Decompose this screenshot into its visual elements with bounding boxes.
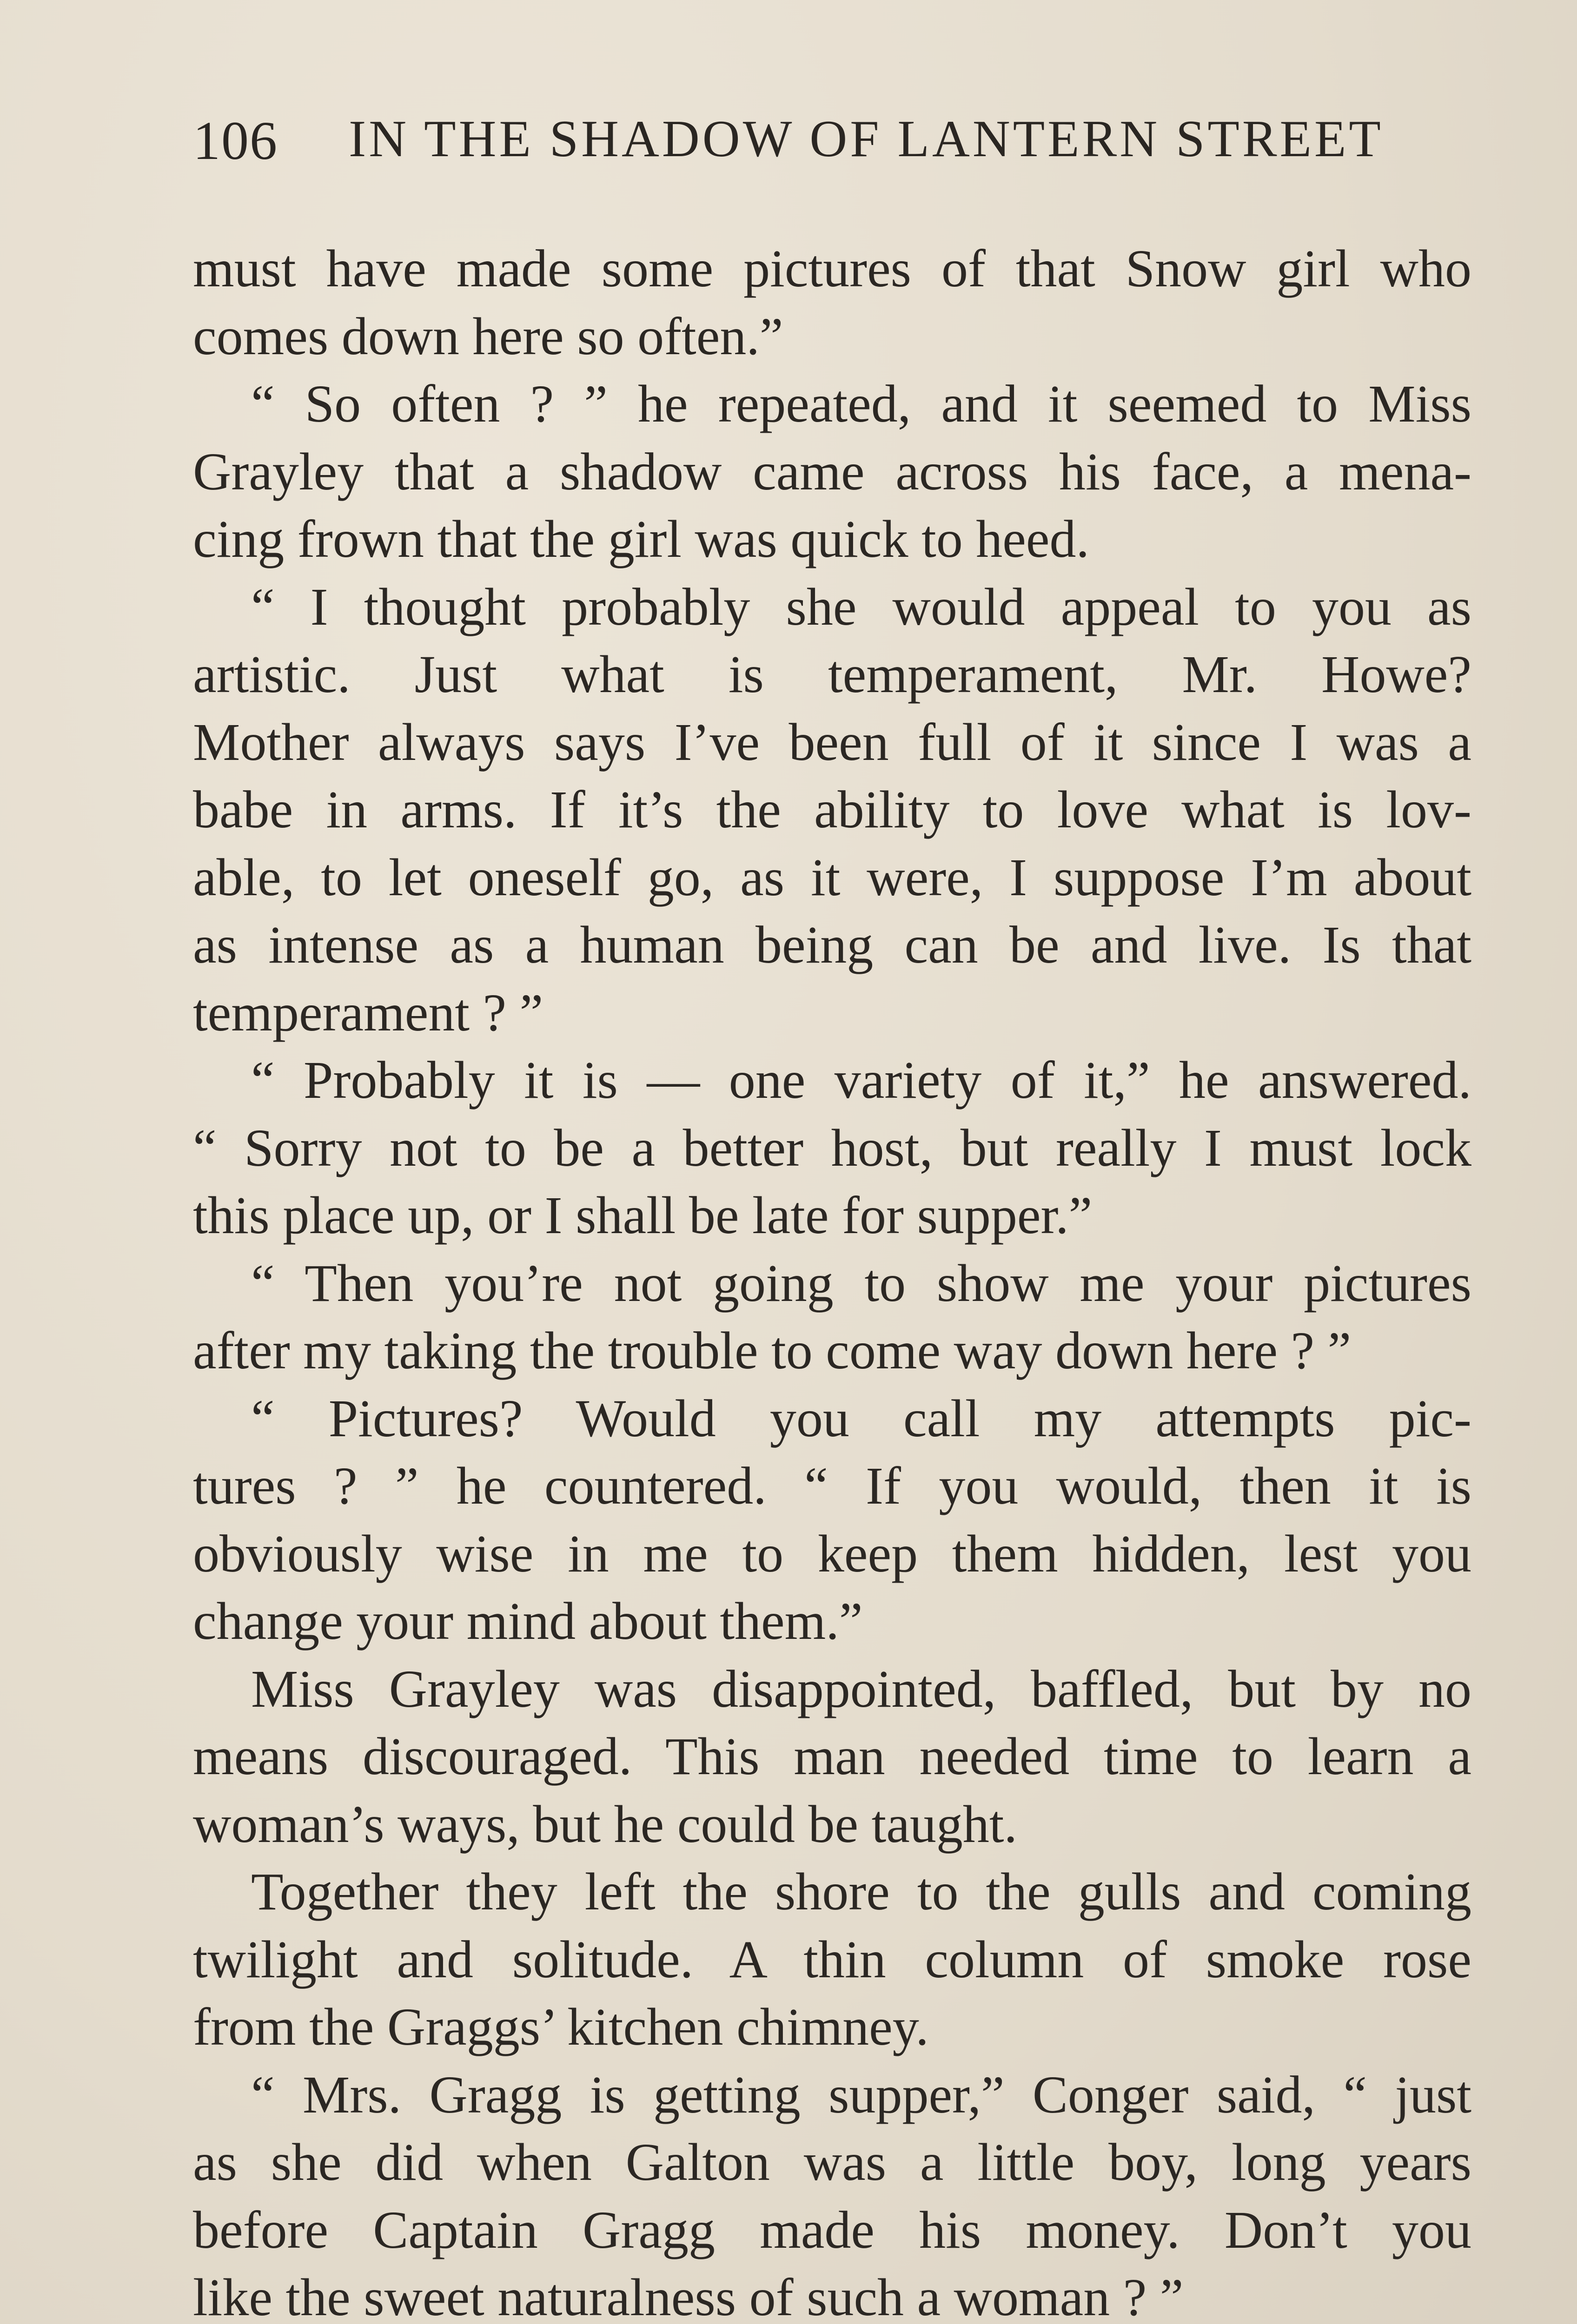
body-text bbox=[193, 235, 1471, 2324]
text-line: as intense as a human being can be and live. Is that bbox=[193, 915, 1471, 974]
text-line: after my taking the trouble to come way down here ? ” bbox=[193, 1321, 1352, 1380]
text-line: able, to let oneself go, as it were, I suppose I’m about bbox=[193, 847, 1471, 907]
text-line: “ Then you’re not going to show me your pictures bbox=[251, 1253, 1471, 1313]
page-number: 106 bbox=[193, 110, 278, 171]
text-line: Grayley that a shadow came across his face, a mena- bbox=[193, 442, 1471, 501]
text-line: “ Pictures? Would you call my attempts pic- bbox=[251, 1388, 1471, 1448]
text-line: twilight and solitude. A thin column of smoke rose bbox=[193, 1929, 1471, 1989]
text-line: Miss Grayley was disappointed, baffled, but by no bbox=[251, 1659, 1471, 1718]
text-line: from the Graggs’ kitchen chimney. bbox=[193, 1997, 929, 2056]
text-line: before Captain Gragg made his money. Don’t you bbox=[193, 2200, 1471, 2259]
text-line: cing frown that the girl was quick to heed. bbox=[193, 509, 1089, 568]
text-line: this place up, or I shall be late for supper.” bbox=[193, 1186, 1093, 1245]
text-line: “ Sorry not to be a better host, but really I must lock bbox=[193, 1118, 1471, 1177]
text-line: tures ? ” he countered. “ If you would, then it is bbox=[193, 1456, 1471, 1515]
text-line: obviously wise in me to keep them hidden, lest you bbox=[193, 1524, 1471, 1583]
text-line: “ I thought probably she would appeal to you as bbox=[251, 577, 1471, 636]
text-line: means discouraged. This man needed time to learn a bbox=[193, 1727, 1471, 1786]
text-line: Together they left the shore to the gulls and coming bbox=[251, 1862, 1471, 1921]
text-line: Mother always says I’ve been full of it since I was a bbox=[193, 712, 1471, 772]
text-line: woman’s ways, but he could be taught. bbox=[193, 1794, 1018, 1854]
text-line: comes down here so often.” bbox=[193, 306, 783, 366]
text-line: babe in arms. If it’s the ability to love what is lov- bbox=[193, 780, 1471, 839]
text-line: “ Mrs. Gragg is getting supper,” Conger said, “ just bbox=[251, 2065, 1471, 2124]
text-line: temperament ? ” bbox=[193, 983, 543, 1042]
text-line: change your mind about them.” bbox=[193, 1591, 863, 1651]
text-line: “ So often ? ” he repeated, and it seemed to Miss bbox=[251, 374, 1471, 433]
text-line: “ Probably it is — one variety of it,” he answered. bbox=[251, 1050, 1471, 1109]
text-line: artistic. Just what is temperament, Mr. Howe? bbox=[193, 645, 1471, 704]
running-title: IN THE SHADOW OF LANTERN STREET bbox=[349, 110, 1384, 168]
text-line: like the sweet naturalness of such a woman ? ” bbox=[193, 2268, 1184, 2324]
text-line: must have made some pictures of that Snow girl who bbox=[193, 239, 1471, 298]
running-header bbox=[193, 109, 1471, 184]
text-line: as she did when Galton was a little boy, long years bbox=[193, 2133, 1471, 2192]
